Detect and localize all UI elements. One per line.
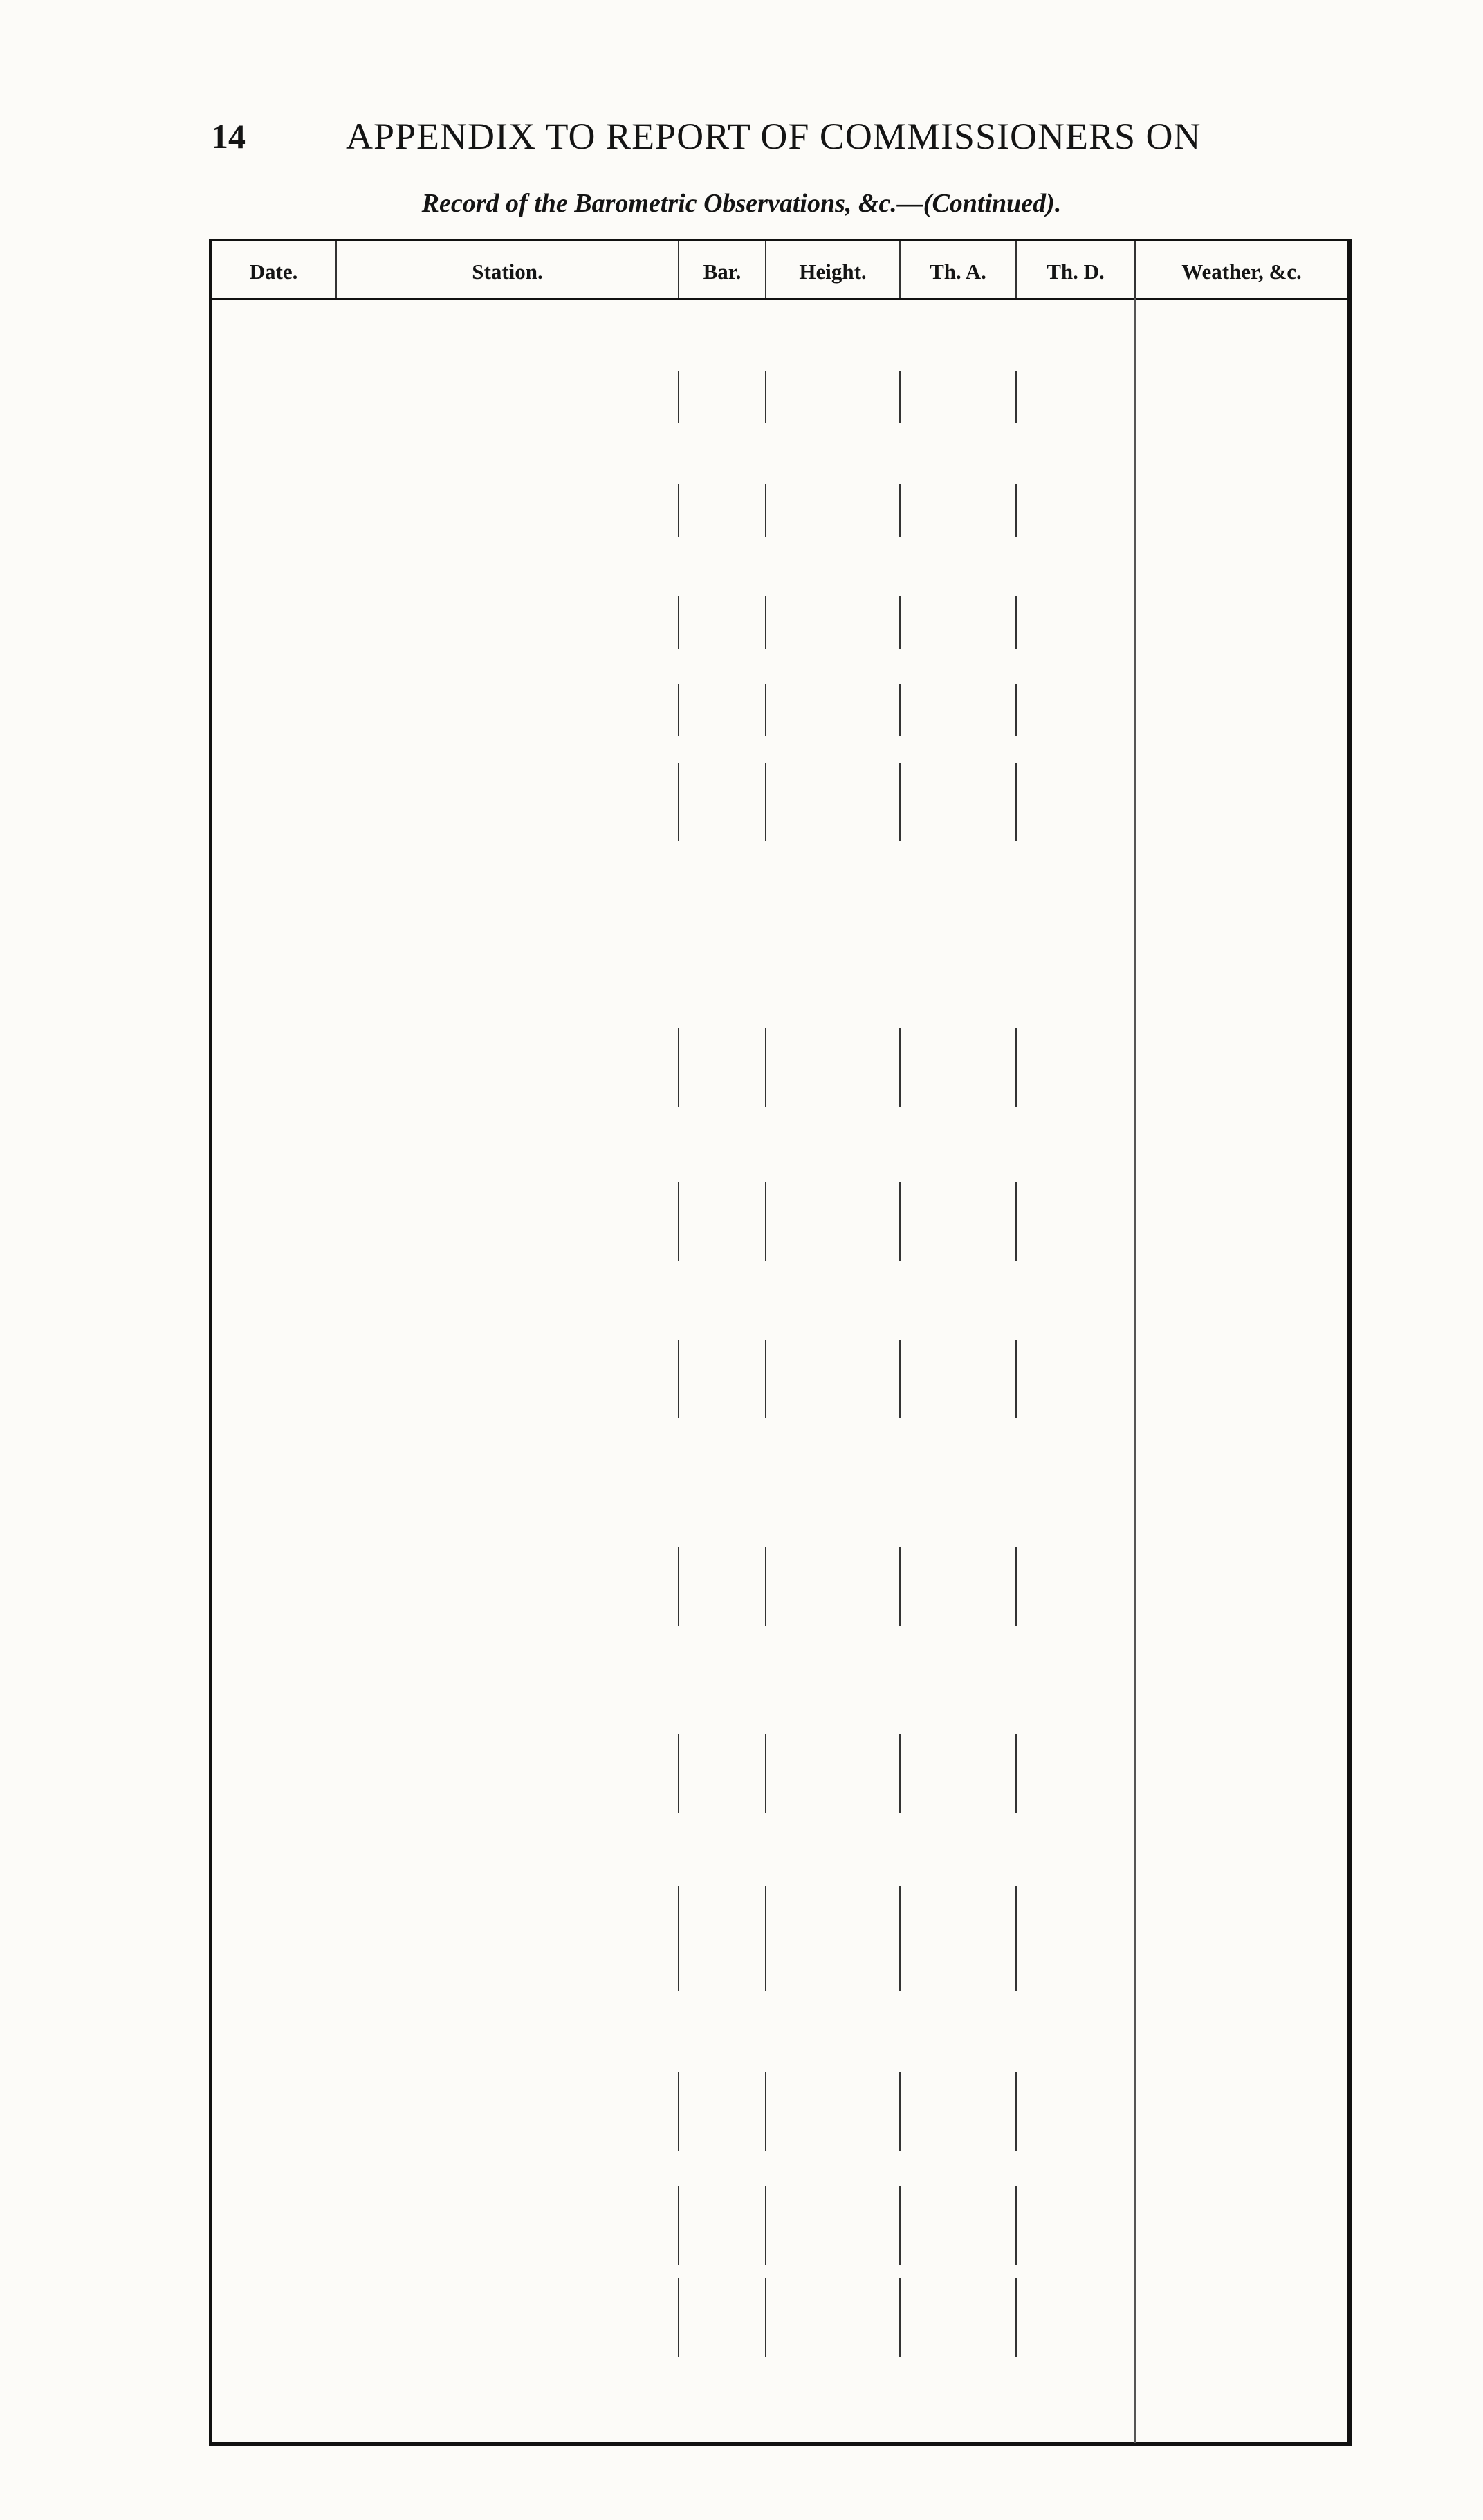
col-header-weather: Weather, &c. <box>1181 259 1302 284</box>
column-rule <box>1015 371 1017 423</box>
column-rule <box>678 2186 679 2265</box>
column-rule <box>1015 1734 1017 1813</box>
column-rule <box>1015 2072 1017 2151</box>
column-rule <box>1015 1028 1017 1107</box>
column-rule <box>765 371 766 423</box>
column-rule <box>765 1886 766 1991</box>
column-rule <box>765 484 766 537</box>
column-rule <box>678 2072 679 2151</box>
column-rule <box>899 763 901 841</box>
column-rule <box>678 1028 679 1107</box>
header-rule <box>212 298 1349 300</box>
column-rule <box>765 2072 766 2151</box>
column-rule <box>899 1182 901 1261</box>
column-rule <box>899 1734 901 1813</box>
column-rule <box>899 1886 901 1991</box>
column-rule <box>765 1028 766 1107</box>
column-rule <box>678 371 679 423</box>
page-number: 14 <box>211 117 246 156</box>
column-rule <box>678 1182 679 1261</box>
column-rule <box>899 2186 901 2265</box>
column-rule <box>765 596 766 649</box>
column-rule <box>1015 1886 1017 1991</box>
column-rule <box>678 1886 679 1991</box>
column-rule <box>899 2278 901 2357</box>
column-rule <box>899 1028 901 1107</box>
column-rule <box>678 763 679 841</box>
column-rule <box>899 371 901 423</box>
weather-column-rule <box>1134 298 1136 2443</box>
column-rule <box>765 1734 766 1813</box>
column-rule <box>678 484 679 537</box>
col-header-bar: Bar. <box>703 259 742 284</box>
column-rule <box>765 2278 766 2357</box>
column-rule <box>899 684 901 736</box>
column-rule <box>1015 2186 1017 2265</box>
column-rule <box>899 596 901 649</box>
column-rule <box>678 596 679 649</box>
column-rule <box>899 2072 901 2151</box>
col-header-height: Height. <box>799 259 867 284</box>
column-rule <box>1015 1340 1017 1418</box>
column-rule <box>899 484 901 537</box>
column-rule <box>765 1182 766 1261</box>
column-rule <box>765 2186 766 2265</box>
column-rule <box>765 684 766 736</box>
col-header-date: Date. <box>249 259 298 284</box>
column-rule <box>678 2278 679 2357</box>
column-rule <box>1015 484 1017 537</box>
column-rule <box>1015 2278 1017 2357</box>
column-rule <box>678 1547 679 1626</box>
column-rule <box>899 1340 901 1418</box>
page-title: APPENDIX TO REPORT OF COMMISSIONERS ON <box>346 116 1201 157</box>
column-rule <box>899 1547 901 1626</box>
table-subtitle: Record of the Barometric Observations, &c.—(Continued). <box>421 189 1062 218</box>
col-header-th-a: Th. A. <box>930 259 986 284</box>
column-rule <box>765 763 766 841</box>
column-rule <box>1015 1182 1017 1261</box>
column-rule <box>1015 1547 1017 1626</box>
column-rule <box>765 1340 766 1418</box>
column-rule <box>678 684 679 736</box>
col-header-th-d: Th. D. <box>1047 259 1105 284</box>
col-header-station: Station. <box>472 259 543 284</box>
column-rule <box>678 1340 679 1418</box>
column-rule <box>1015 596 1017 649</box>
column-rule <box>678 1734 679 1813</box>
column-rule <box>1015 684 1017 736</box>
column-rule <box>1015 763 1017 841</box>
column-rule <box>765 1547 766 1626</box>
table-frame <box>209 239 1352 2446</box>
